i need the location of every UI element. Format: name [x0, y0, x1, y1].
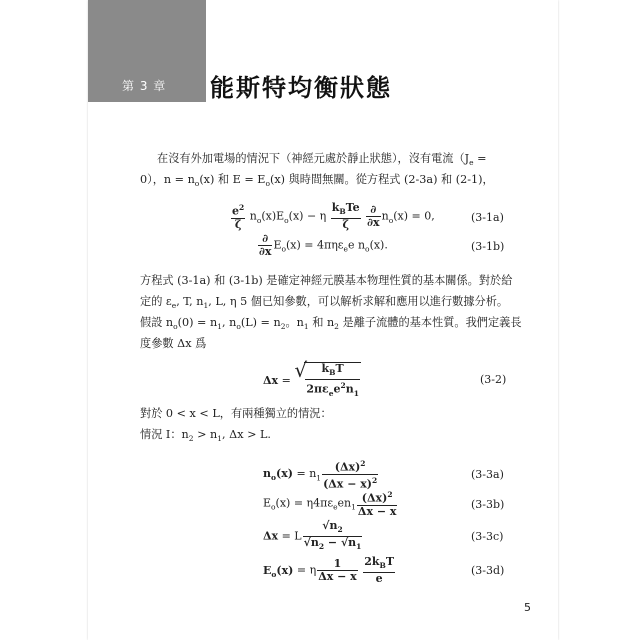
paragraph-2-line-4: 度參數 Δx 爲 — [140, 337, 207, 350]
paragraph-3-line-2: 情況 I：$n_2 > n_1$, Δx > L. — [140, 428, 271, 444]
paragraph-3-line-1: 對於 0 < x < L，有兩種獨立的情況： — [140, 407, 332, 420]
equation-number-3-3c: (3-3c) — [471, 530, 504, 543]
chapter-label: 第 3 章 — [122, 79, 167, 93]
equation-3-2: Δx = √ $\frac{k_BT}{2\pi\varepsilon_ee^2n_1}$ — [263, 358, 359, 399]
equation-number-3-3b: (3-3b) — [471, 498, 505, 511]
equation-number-3-3d: (3-3d) — [471, 564, 505, 577]
chapter-title: 能斯特均衡狀態 — [210, 74, 392, 102]
equation-number-3-1b: (3-1b) — [471, 240, 505, 253]
paragraph-2-line-2: 定的 $\varepsilon_e$, T, $n_1$, L, η 5 個已知參數，可以解析求解和應用以進行數據分析。 — [140, 295, 509, 311]
equation-number-3-2: (3-2) — [480, 373, 507, 386]
paragraph-2-line-3: 假設 $n_o(0) = n_1$, $n_o(L) = n_2$。$n_1$ 和 $n_2$ 是離子流體的基本性質。我們定義長 — [140, 316, 522, 332]
equation-3-1a: $\frac{e^2}{\zeta}$ $n_o(x)E_o(x) - \eta$ $\frac{k_BTe}{\zeta}$ $\frac{\partial}{\partial x}$ $n_o(x) = 0$, — [232, 201, 435, 232]
paragraph-1-line-1: 在沒有外加電場的情況下（神經元處於靜止狀態），沒有電流（$J_e$ = — [157, 152, 487, 168]
equation-3-3a: $n_o(x) = n_1$ $\frac{(\Delta x)^2}{(\Delta x - x)^2}$ — [263, 459, 378, 491]
page-number: 5 — [524, 601, 531, 614]
equation-number-3-3a: (3-3a) — [471, 468, 504, 481]
equation-3-1b: $\frac{\partial}{\partial x}$ $E_o(x) = 4\pi\eta\varepsilon_ee$ $n_o(x)$. — [259, 232, 388, 258]
equation-3-3b: $E_o(x) = \eta 4\pi\varepsilon_een_1$ $\frac{(\Delta x)^2}{\Delta x - x}$ — [263, 490, 397, 518]
equation-3-3d: $E_o(x) = \eta$ $\frac{1}{\Delta x - x}$ $\frac{2k_BT}{e}$ — [263, 555, 395, 586]
equation-number-3-1a: (3-1a) — [471, 211, 504, 224]
paragraph-1-line-2: 0），$n = n_o(x)$ 和 $E = E_o(x)$ 與時間無關。從方程式 (2-3a) 和 (2-1)， — [140, 173, 494, 189]
paragraph-2-line-1: 方程式 (3-1a) 和 (3-1b) 是確定神經元膜基本物理性質的基本關係。對於給 — [140, 274, 513, 287]
equation-3-3c: Δx = L $\frac{√n_2}{√n_2 - √n_1}$ — [263, 519, 362, 552]
